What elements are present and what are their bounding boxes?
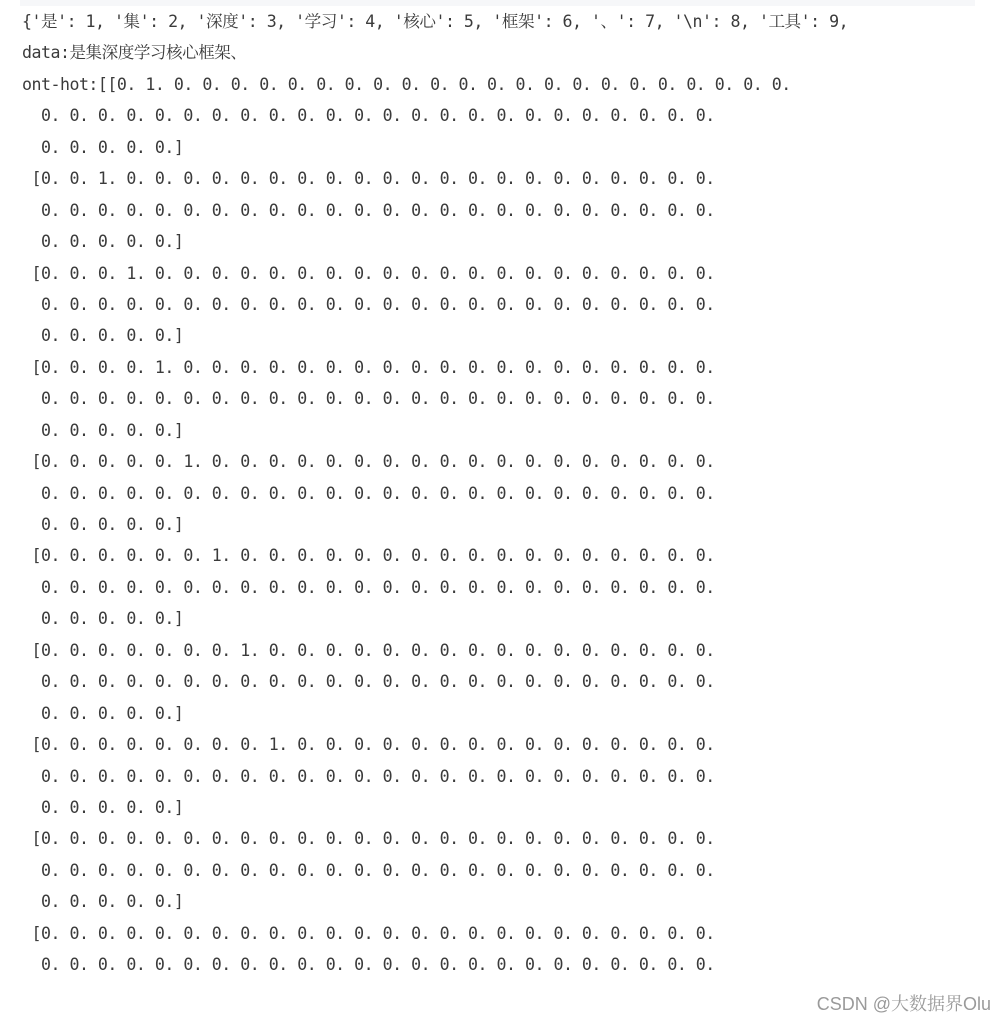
- csdn-watermark: CSDN @大数据界Olu: [816, 994, 991, 1014]
- output-line: [0. 0. 1. 0. 0. 0. 0. 0. 0. 0. 0. 0. 0. 0. 0. 0. 0. 0. 0. 0. 0. 0. 0. 0.: [22, 169, 715, 189]
- output-line: [0. 0. 0. 0. 0. 0. 1. 0. 0. 0. 0. 0. 0. 0. 0. 0. 0. 0. 0. 0. 0. 0. 0. 0.: [22, 546, 715, 566]
- output-line: 0. 0. 0. 0. 0. 0. 0. 0. 0. 0. 0. 0. 0. 0. 0. 0. 0. 0. 0. 0. 0. 0. 0. 0.: [22, 294, 715, 314]
- output-line: 0. 0. 0. 0. 0. 0. 0. 0. 0. 0. 0. 0. 0. 0. 0. 0. 0. 0. 0. 0. 0. 0. 0. 0.: [22, 672, 715, 692]
- output-line: 0. 0. 0. 0. 0.]: [22, 609, 184, 629]
- output-line: 0. 0. 0. 0. 0. 0. 0. 0. 0. 0. 0. 0. 0. 0. 0. 0. 0. 0. 0. 0. 0. 0. 0. 0.: [22, 860, 715, 880]
- output-line: [0. 0. 0. 0. 1. 0. 0. 0. 0. 0. 0. 0. 0. 0. 0. 0. 0. 0. 0. 0. 0. 0. 0. 0.: [22, 357, 715, 377]
- output-line: [0. 0. 0. 1. 0. 0. 0. 0. 0. 0. 0. 0. 0. 0. 0. 0. 0. 0. 0. 0. 0. 0. 0. 0.: [22, 263, 715, 283]
- code-output-block: [22, 6, 997, 981]
- output-line: 0. 0. 0. 0. 0.]: [22, 420, 184, 440]
- output-line: 0. 0. 0. 0. 0. 0. 0. 0. 0. 0. 0. 0. 0. 0. 0. 0. 0. 0. 0. 0. 0. 0. 0. 0.: [22, 200, 715, 220]
- output-line: 0. 0. 0. 0. 0.]: [22, 232, 184, 252]
- output-line: 0. 0. 0. 0. 0.]: [22, 326, 184, 346]
- output-line: [0. 0. 0. 0. 0. 0. 0. 1. 0. 0. 0. 0. 0. 0. 0. 0. 0. 0. 0. 0. 0. 0. 0. 0.: [22, 640, 715, 660]
- output-line: [0. 0. 0. 0. 0. 0. 0. 0. 0. 0. 0. 0. 0. 0. 0. 0. 0. 0. 0. 0. 0. 0. 0. 0.: [22, 923, 715, 943]
- output-line: 0. 0. 0. 0. 0.]: [22, 703, 184, 723]
- output-line-data: data:是集深度学习核心框架、: [22, 43, 247, 63]
- output-line: 0. 0. 0. 0. 0. 0. 0. 0. 0. 0. 0. 0. 0. 0. 0. 0. 0. 0. 0. 0. 0. 0. 0. 0.: [22, 389, 715, 409]
- output-line: 0. 0. 0. 0. 0.]: [22, 892, 184, 912]
- output-line: 0. 0. 0. 0. 0.]: [22, 137, 184, 157]
- output-line-onehot-start: ont-hot:[[0. 1. 0. 0. 0. 0. 0. 0. 0. 0. 0. 0. 0. 0. 0. 0. 0. 0. 0. 0. 0. 0. 0. 0.: [22, 74, 791, 94]
- output-line: [0. 0. 0. 0. 0. 0. 0. 0. 0. 0. 0. 0. 0. 0. 0. 0. 0. 0. 0. 0. 0. 0. 0. 0.: [22, 829, 715, 849]
- output-line-vocab: {'是': 1, '集': 2, '深度': 3, '学习': 4, '核心': 5, '框架': 6, '、': 7, '\n': 8, '工具': 9,: [22, 12, 849, 31]
- output-line: 0. 0. 0. 0. 0. 0. 0. 0. 0. 0. 0. 0. 0. 0. 0. 0. 0. 0. 0. 0. 0. 0. 0. 0.: [22, 106, 715, 126]
- output-line: 0. 0. 0. 0. 0.]: [22, 797, 184, 817]
- output-line: 0. 0. 0. 0. 0. 0. 0. 0. 0. 0. 0. 0. 0. 0. 0. 0. 0. 0. 0. 0. 0. 0. 0. 0.: [22, 766, 715, 786]
- output-line-onehot-end: 0. 0. 0. 0. 0. 0. 0. 0. 0. 0. 0. 0. 0. 0. 0. 0. 0. 0. 0. 0. 0. 0. 0. 0.: [22, 955, 715, 975]
- output-line: 0. 0. 0. 0. 0.]: [22, 515, 184, 534]
- output-line: [0. 0. 0. 0. 0. 0. 0. 0. 1. 0. 0. 0. 0. 0. 0. 0. 0. 0. 0. 0. 0. 0. 0. 0.: [22, 735, 715, 755]
- output-line: 0. 0. 0. 0. 0. 0. 0. 0. 0. 0. 0. 0. 0. 0. 0. 0. 0. 0. 0. 0. 0. 0. 0. 0.: [22, 577, 715, 597]
- output-line: [0. 0. 0. 0. 0. 1. 0. 0. 0. 0. 0. 0. 0. 0. 0. 0. 0. 0. 0. 0. 0. 0. 0. 0.: [22, 452, 715, 472]
- output-line: 0. 0. 0. 0. 0. 0. 0. 0. 0. 0. 0. 0. 0. 0. 0. 0. 0. 0. 0. 0. 0. 0. 0. 0.: [22, 483, 715, 503]
